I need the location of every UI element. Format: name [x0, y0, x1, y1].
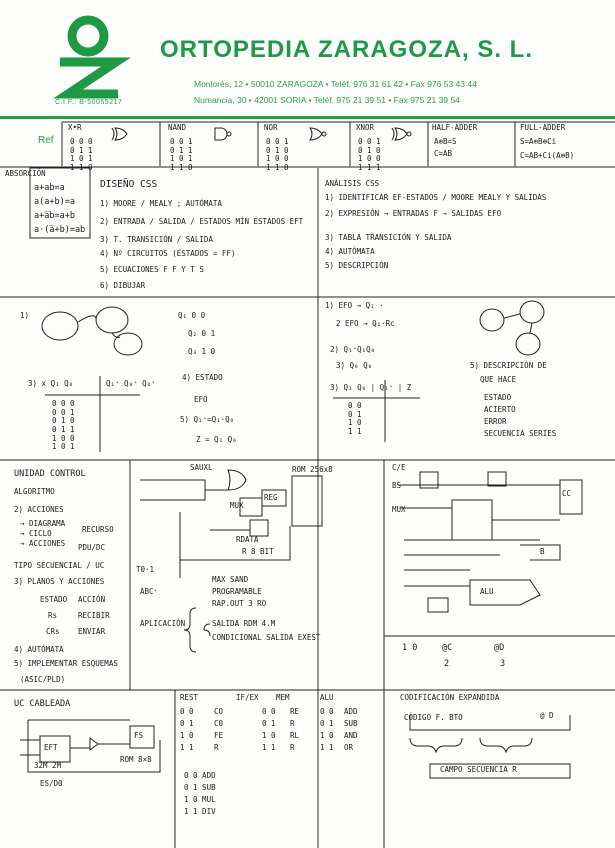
control-title: UNIDAD CONTROL: [14, 469, 86, 479]
xor-table: 0 0 0 0 1 1 1 0 1 1 1 0: [70, 137, 93, 172]
uc-cableada-title: UC CABLEADA: [14, 699, 71, 709]
circuit-app2: CONDICIONAL SALIDA EXEST: [212, 633, 321, 642]
mid-step-5b: Z = Q₁ Q₀: [196, 435, 237, 444]
control-l2: 2) ACCIONES: [14, 505, 64, 514]
mid-step-3: 3) x Q₁ Q₀: [28, 379, 74, 388]
control-th1: ESTADO: [40, 595, 68, 604]
control-l10: 4) AUTÓMATA: [14, 645, 64, 654]
analisis-step-2: 2) EXPRESIÓN → ENTRADAS F → SALIDAS EFO: [325, 209, 502, 218]
absorcion-rule-1: a+ab=a: [34, 183, 65, 193]
control-tr1b: RECIBIR: [78, 611, 110, 620]
control-l7: PDU/DC: [78, 543, 106, 552]
diseno-title: DISEÑO CSS: [100, 179, 158, 190]
control-l11: 5) IMPLEMENTAR ESQUEMAS: [14, 659, 118, 668]
bottom-table-cell: 0 0: [262, 707, 276, 716]
diseno-step-1: 1) MOORE / MEALY ; AUTÓMATA: [100, 199, 222, 208]
xnor-label: XNOR: [356, 123, 375, 132]
mid-r3: 3) Q₀ Q₀: [336, 361, 373, 370]
bottom-table-cell: R: [290, 719, 295, 728]
rc-l2: @C: [442, 643, 453, 653]
bottom-table-cell: 0 1: [180, 719, 194, 728]
address-zaragoza: Monlorés, 12 • 50010 ZARAGOZA • Teléf. 976 31 61 42 • Fax 976 53 43 44: [194, 79, 477, 89]
bottom-table-cell: RL: [290, 731, 300, 740]
xor-label: X•R: [68, 123, 82, 132]
mid-r1: 1) EFO → Q₁ ·: [325, 301, 384, 310]
uc-ff: EFT: [44, 743, 58, 752]
absorcion-rule-4: a·(a̅+b)=ab: [34, 225, 86, 235]
absorcion-rule-2: a(a+b)=a: [34, 197, 75, 207]
bottom-table-cell: 1 1: [320, 743, 334, 752]
control-l9: 3) PLANOS Y ACCIONES: [14, 577, 105, 586]
codif-2: CÓDIGO F. BTO: [404, 713, 463, 722]
codif-3: @ D: [540, 711, 554, 720]
uc-rom: ROM 8×8: [120, 755, 152, 764]
uc-sig2: ES/D0: [40, 779, 63, 788]
bottom-table-cell: FE: [214, 731, 224, 740]
bottom-table-cell: 1 1: [180, 743, 194, 752]
diseno-step-2: 2) ENTRADA / SALIDA / ESTADOS MÍN ESTADOS EFT: [100, 217, 304, 226]
circuit-t3: RAP.OUT 3 RO: [212, 599, 267, 608]
analisis-step-3: 3) TABLA TRANSICIÓN Y SALIDA: [325, 233, 452, 242]
mid-table-row: 0 1 0: [52, 416, 75, 426]
company-name: ORTOPEDIA ZARAGOZA, S. L.: [160, 36, 534, 63]
analisis-title: ANÁLISIS CSS: [325, 179, 380, 188]
half-adder-sum: A⊕B=S: [434, 137, 457, 146]
bottom-op-item: 0 0 ADD: [184, 771, 216, 780]
full-adder-carry: C=AB+Ci(A⊕B): [520, 151, 575, 160]
circuit-sauxl: SAUXL: [190, 463, 213, 472]
rc-l1: 1 0: [402, 643, 418, 653]
control-l3: → DIAGRAMA: [20, 519, 66, 528]
rc-mux: MUX: [392, 505, 406, 514]
bottom-table-cell: R: [290, 743, 295, 752]
rc-cc: CC: [562, 489, 572, 498]
rc-alu: ALU: [480, 587, 494, 596]
codif-4: CAMPO SECUENCIA R: [440, 765, 517, 774]
bottom-table-cell: 0 1: [320, 719, 334, 728]
nor-label: NOR: [264, 123, 278, 132]
full-adder-sum: S=A⊕B⊕Ci: [520, 137, 557, 146]
bottom-table-cell: ADD: [344, 707, 358, 716]
diseno-step-3: 3) T. TRANSICIÓN / SALIDA: [100, 235, 213, 244]
bottom-table-cell: 0 1: [262, 719, 276, 728]
address-soria: Numancia, 30 • 42001 SORIA • Teléf. 975 21 39 51 • Fax 975 21 39 54: [194, 95, 460, 105]
circuit-app: APLICACIÓN: [140, 619, 186, 628]
diseno-step-6: 6) DIBUJAR: [100, 281, 146, 290]
nand-table: 0 0 1 0 1 1 1 0 1 1 1 0: [170, 137, 193, 172]
ref-label: Ref: [38, 135, 54, 146]
mid-table-row: 0 1 1: [52, 424, 75, 434]
mid-table-row: 1 0 0: [52, 433, 75, 443]
circuit-rbit: R 8 BIT: [242, 547, 274, 556]
analisis-step-4: 4) AUTÓMATA: [325, 247, 375, 256]
mid-r2: 2) Q₁⁺Q₁Q₀: [330, 345, 376, 354]
bottom-table-cell: 1 0: [262, 731, 276, 740]
mid-step-4b: EFO: [194, 395, 208, 404]
mid-step-3b: Q₁⁺ Q₀⁺ Q₀⁺: [106, 379, 156, 388]
control-l1: ALGORITMO: [14, 487, 55, 496]
circuit-t2: PROGRAMABLE: [212, 587, 262, 596]
rc-bs: BS: [392, 481, 402, 490]
mid-step-1: 1): [20, 311, 30, 320]
col-ifex: IF/EX: [236, 693, 259, 702]
mid-table-row: 1 0 1: [52, 442, 75, 452]
control-l8: TIPO SECUENCIAL / UC: [14, 561, 105, 570]
mid-r5f: SECUENCIA SERIES: [484, 429, 557, 438]
bottom-table-cell: SUB: [344, 719, 358, 728]
control-tr2b: ENVIAR: [78, 627, 106, 636]
circuit-reg: REG: [264, 493, 278, 502]
bottom-table-cell: R: [214, 743, 219, 752]
mid-r5e: ERROR: [484, 417, 507, 426]
rc-l3: @D: [494, 643, 505, 653]
mid-state-q0: Q₁ 0 0: [178, 311, 206, 320]
mid-r5: 5) DESCRIPCIÓN DE: [470, 361, 547, 370]
mid-state-q2: Q₃ 1 0: [188, 347, 216, 356]
bottom-table-cell: C0: [214, 719, 224, 728]
mid-table: [52, 400, 75, 452]
col-alu: ALU: [320, 693, 334, 702]
mid-step-4: 4) ESTADO: [182, 373, 223, 382]
analisis-step-1: 1) IDENTIFICAR EF-ESTADOS / MOORE MEALY Y SALIDAS: [325, 193, 547, 202]
rc-l4: 2: [444, 659, 450, 669]
col-rest: REST: [180, 693, 199, 702]
control-th2: ACCIÓN: [78, 595, 106, 604]
control-l12: (ASIC/PLD): [20, 675, 66, 684]
control-tr2a: CRs: [46, 627, 60, 636]
analisis-step-5: 5) DESCRIPCIÓN: [325, 261, 389, 270]
rc-l5: 3: [500, 659, 506, 669]
bottom-table-cell: AND: [344, 731, 358, 740]
diseno-step-5: 5) ECUACIONES F F Y T S: [100, 265, 204, 274]
rc-title: C/E: [392, 463, 406, 472]
xnor-table: 0 0 1 0 1 0 1 0 0 1 1 1: [358, 137, 381, 172]
col-mem: MEM: [276, 693, 290, 702]
circuit-app1: SALIDA RDM 4.M: [212, 619, 276, 628]
absorcion-title: ABSORCIÓN: [5, 169, 46, 178]
bottom-table-cell: RE: [290, 707, 300, 716]
bottom-table-cell: CO: [214, 707, 224, 716]
control-l6: RECURSO: [82, 525, 114, 534]
bottom-table-cell: 1 1: [262, 743, 276, 752]
bottom-table-cell: 1 0: [180, 731, 194, 740]
mid-state-q1: Q₂ 0 1: [188, 329, 216, 338]
bottom-table-cell: 0 0: [320, 707, 334, 716]
bottom-table-cell: 1 0: [320, 731, 334, 740]
rc-b: B: [540, 547, 545, 556]
diseno-step-4: 4) Nº CIRCUITOS (ESTADOS = FF): [100, 249, 236, 258]
half-adder-label: HALF-ADDER: [432, 123, 478, 132]
bottom-table-cell: 0 0: [180, 707, 194, 716]
circuit-tout: T0·1: [136, 565, 155, 574]
uc-sig1: 32M 2M: [34, 761, 62, 770]
mid-r5d: ACIERTO: [484, 405, 516, 414]
nor-table: 0 0 1 0 1 0 1 0 0 1 1 0: [266, 137, 289, 172]
mid-r3-title: 3) Q₁ Q₀ | Q₁⁺ | Z: [330, 383, 412, 392]
mid-step-5: 5) Q₁⁺=Q₁·Q₀: [180, 415, 235, 424]
mid-r1b: 2 EFO → Q₁·Rc: [336, 319, 395, 328]
cif-number: C.I.F.: B-50055217: [55, 99, 123, 106]
mid-r5c: ESTADO: [484, 393, 512, 402]
circuit-rdata: RDATA: [236, 535, 259, 544]
control-l4: → CICLO: [20, 529, 52, 538]
control-tr1a: Rs: [48, 611, 58, 620]
absorcion-rule-3: a+a̅b=a+b: [34, 211, 75, 221]
nand-label: NAND: [168, 123, 187, 132]
mid-r-table: 0 0 0 1 1 0 1 1: [348, 401, 362, 436]
bottom-table-cell: OR: [344, 743, 354, 752]
codif-title: CODIFICACIÓN EXPANDIDA: [400, 693, 500, 702]
mid-table-row: 0 0 0: [52, 399, 75, 408]
control-l5: → ACCIONES: [20, 539, 66, 548]
circuit-rom: ROM 256x8: [292, 465, 333, 474]
bottom-op-item: 1 1 DIV: [184, 807, 216, 816]
half-adder-carry: C=AB: [434, 149, 453, 158]
circuit-mux: MUX: [230, 501, 244, 510]
bottom-op-item: 0 1 SUB: [184, 783, 216, 792]
uc-fs: FS: [134, 731, 144, 740]
full-adder-label: FULL-ADDER: [520, 123, 566, 132]
circuit-t1: MAX SAND: [212, 575, 249, 584]
circuit-abc: ABC⁺: [140, 587, 159, 596]
bottom-op-item: 1 0 MUL: [184, 795, 216, 804]
mid-table-row: 0 0 1: [52, 407, 75, 417]
mid-r5b: QUE HACE: [480, 375, 517, 384]
